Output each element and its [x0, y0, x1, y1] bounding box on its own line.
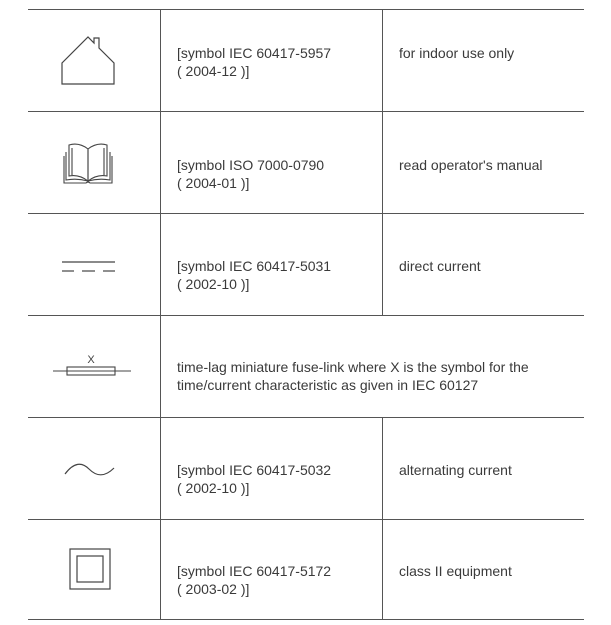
table-row — [28, 519, 584, 620]
fuse-icon — [28, 316, 160, 417]
description-text: direct current — [399, 258, 481, 274]
table-row — [28, 213, 584, 315]
open-book-icon — [28, 112, 160, 213]
symbols-table — [28, 9, 584, 619]
reference-date: ( 2003-02 )] — [177, 581, 250, 597]
reference-date: ( 2002-10 )] — [177, 276, 250, 292]
description-cell — [383, 214, 584, 315]
reference-cell — [161, 418, 383, 519]
description-cell — [383, 520, 584, 619]
symbol-cell — [28, 112, 161, 213]
fuse-label: X — [87, 354, 95, 366]
table-row — [28, 417, 584, 519]
symbol-cell — [28, 10, 161, 111]
description-line: time/current characteristic as given in IEC 60127 — [177, 377, 479, 393]
description-text: read operator's manual — [399, 157, 543, 173]
symbol-cell — [28, 316, 161, 417]
alternating-current-icon — [28, 418, 160, 519]
table-row — [28, 9, 584, 111]
double-square-icon — [28, 520, 160, 619]
table-row — [28, 315, 584, 417]
reference-date: ( 2004-12 )] — [177, 63, 250, 79]
description-cell — [383, 10, 584, 111]
reference-line: [symbol IEC 60417-5172 — [177, 563, 332, 579]
symbol-cell — [28, 214, 161, 315]
description-cell — [161, 316, 584, 417]
reference-date: ( 2002-10 )] — [177, 480, 250, 496]
reference-cell — [161, 10, 383, 111]
symbol-cell — [28, 520, 161, 619]
reference-cell — [161, 214, 383, 315]
description-cell — [383, 418, 584, 519]
reference-line: [symbol IEC 60417-5032 — [177, 462, 332, 478]
table-row — [28, 111, 584, 213]
reference-date: ( 2004-01 )] — [177, 175, 250, 191]
reference-line: [symbol ISO 7000-0790 — [177, 157, 325, 173]
direct-current-icon — [28, 214, 160, 315]
reference-cell — [161, 112, 383, 213]
description-cell — [383, 112, 584, 213]
reference-line: [symbol IEC 60417-5957 — [177, 45, 332, 61]
reference-cell — [161, 520, 383, 619]
house-icon — [28, 10, 160, 111]
description-line: time-lag miniature fuse-link where X is the symbol for the — [177, 359, 529, 375]
description-text: alternating current — [399, 462, 512, 478]
description-text: for indoor use only — [399, 45, 515, 61]
description-text: class II equipment — [399, 563, 512, 579]
reference-line: [symbol IEC 60417-5031 — [177, 258, 332, 274]
symbol-cell — [28, 418, 161, 519]
